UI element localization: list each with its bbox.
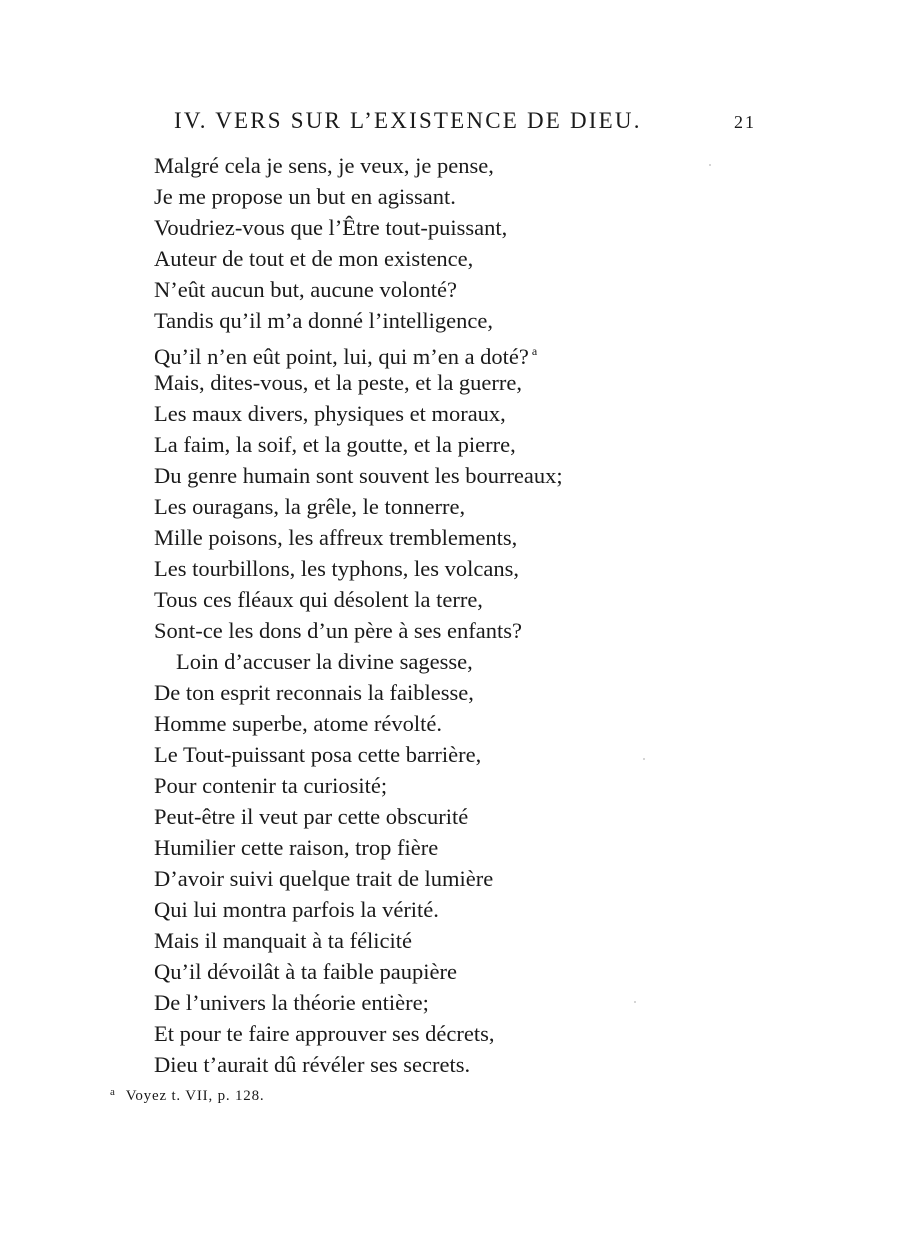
- verse-line-with-note: [154, 336, 674, 367]
- verse-line: Les maux divers, physiques et moraux,: [154, 401, 506, 426]
- verse-line: De ton esprit reconnais la faiblesse,: [154, 680, 474, 705]
- verse-line: Homme superbe, atome révolté.: [154, 711, 443, 736]
- footnote-text: Voyez t. VII, p. 128.: [125, 1088, 265, 1104]
- verse-line: La faim, la soif, et la goutte, et la pierre,: [154, 432, 516, 457]
- verse-line: Voudriez-vous que l’Être tout-puissant,: [154, 215, 508, 240]
- verse-line: Tous ces fléaux qui désolent la terre,: [154, 587, 483, 612]
- running-head: [0, 108, 900, 140]
- verse-line: Mille poisons, les affreux tremblements,: [154, 525, 518, 550]
- verse-line: Mais, dites-vous, et la peste, et la guerre,: [154, 370, 523, 395]
- paper-speck: [643, 758, 645, 760]
- footnote-marker: a: [110, 1086, 116, 1098]
- verse-line: Mais il manquait à ta félicité: [154, 928, 413, 953]
- verse-line: Qu’il dévoilât à ta faible paupière: [154, 959, 457, 984]
- verse-line-indented: Loin d’accuser la divine sagesse,: [176, 649, 473, 674]
- verse-line: Qui lui montra parfois la vérité.: [154, 897, 439, 922]
- verse-line: Dieu t’aurait dû révéler ses secrets.: [154, 1052, 471, 1077]
- verse-line: Tandis qu’il m’a donné l’intelligence,: [154, 308, 493, 333]
- verse-line: Sont-ce les dons d’un père à ses enfants?: [154, 618, 523, 643]
- verse-line: Les ouragans, la grêle, le tonnerre,: [154, 494, 466, 519]
- chapter-title: IV. VERS SUR L’EXISTENCE DE DIEU.: [174, 108, 642, 133]
- verse-line: Les tourbillons, les typhons, les volcans,: [154, 556, 519, 581]
- verse-line: Du genre humain sont souvent les bourreaux;: [154, 463, 563, 488]
- verse-line: Je me propose un but en agissant.: [154, 184, 456, 209]
- verse-line: Malgré cela je sens, je veux, je pense,: [154, 153, 494, 178]
- verse-line: De l’univers la théorie entière;: [154, 990, 429, 1015]
- verse-line: Peut-être il veut par cette obscurité: [154, 804, 469, 829]
- verse-line: Pour contenir ta curiosité;: [154, 773, 388, 798]
- verse-line: Auteur de tout et de mon existence,: [154, 246, 474, 271]
- footnote: [110, 1086, 264, 1105]
- note-reference[interactable]: a: [531, 344, 538, 358]
- verse-line: Humilier cette raison, trop fière: [154, 835, 439, 860]
- paper-speck: [709, 164, 711, 166]
- paper-speck: [634, 1001, 636, 1003]
- page-number: 21: [734, 112, 756, 132]
- verse-line: Et pour te faire approuver ses décrets,: [154, 1021, 495, 1046]
- verse-line: D’avoir suivi quelque trait de lumière: [154, 866, 494, 891]
- poem: [154, 150, 674, 1080]
- verse-line: Le Tout-puissant posa cette barrière,: [154, 742, 482, 767]
- verse-line: N’eût aucun but, aucune volonté?: [154, 277, 458, 302]
- verse-text: Qu’il n’en eût point, lui, qui m’en a doté?: [154, 344, 529, 369]
